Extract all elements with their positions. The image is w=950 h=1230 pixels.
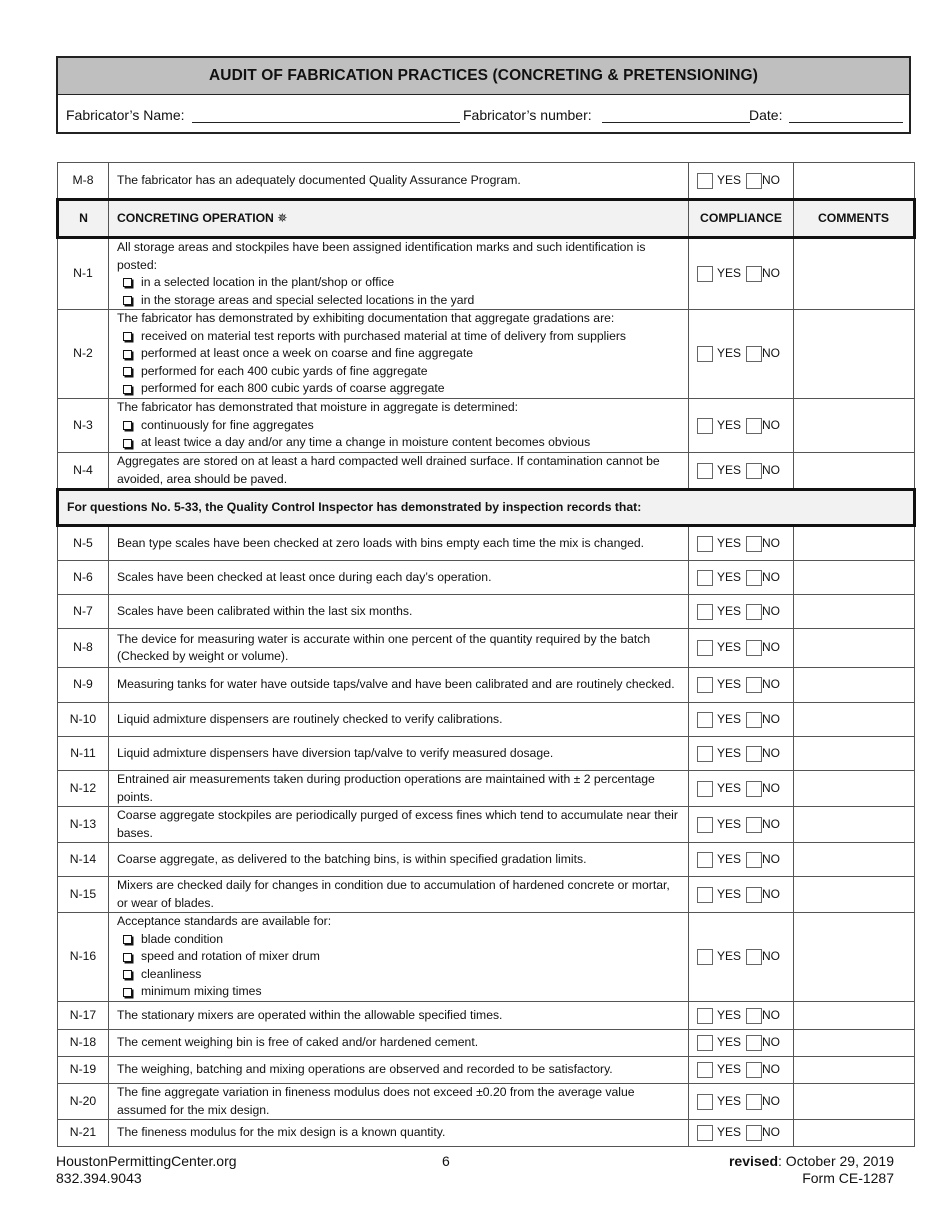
compliance-cell (689, 163, 794, 200)
no-label: NO (762, 745, 781, 760)
bullet-item (117, 363, 680, 381)
comments-cell[interactable] (794, 595, 915, 629)
compliance-cell (689, 737, 794, 771)
row-text-cell (109, 1057, 689, 1084)
bullet-item (117, 417, 680, 435)
comments-cell[interactable] (794, 737, 915, 771)
row-text-cell (109, 1084, 689, 1120)
yes-checkbox[interactable] (697, 1125, 713, 1141)
bullet-item (117, 983, 680, 1001)
compliance-cell (689, 771, 794, 807)
bullet-item (117, 345, 680, 363)
yes-checkbox[interactable] (697, 781, 713, 797)
row-id: N-2 (58, 310, 109, 399)
no-label: NO (762, 346, 781, 361)
row-id: N-21 (58, 1120, 109, 1147)
bullet-item (117, 948, 680, 966)
row-text-cell (109, 629, 689, 668)
yes-label: YES (717, 711, 742, 726)
comments-cell[interactable] (794, 1030, 915, 1057)
audit-table (56, 162, 916, 1147)
no-checkbox[interactable] (746, 887, 762, 903)
compliance-cell (689, 453, 794, 490)
row-text: Scales have been calibrated within the last six months. (117, 603, 413, 618)
footer-right (729, 1153, 894, 1187)
row-text: Entrained air measurements taken during production operations are maintained with ± 2 percentage points. (117, 772, 655, 804)
fabricator-name-field[interactable] (192, 108, 460, 123)
yes-label: YES (717, 346, 742, 361)
compliance-cell (689, 238, 794, 310)
no-label: NO (762, 535, 781, 550)
bullet-text: cleanliness (141, 966, 202, 981)
bullet-text: minimum mixing times (141, 984, 262, 999)
yes-checkbox[interactable] (697, 346, 713, 362)
checkbox-bullet-icon (123, 421, 132, 430)
table-row (58, 703, 915, 737)
yes-label: YES (717, 816, 742, 831)
no-label: NO (762, 603, 781, 618)
bullet-item (117, 966, 680, 984)
comments-cell[interactable] (794, 703, 915, 737)
no-label: NO (762, 569, 781, 584)
compliance-cell (689, 1084, 794, 1120)
table-row (58, 1057, 915, 1084)
table-row (58, 843, 915, 877)
table-row (58, 913, 915, 1002)
row-id: N-11 (58, 737, 109, 771)
comments-cell[interactable] (794, 877, 915, 913)
no-checkbox[interactable] (746, 173, 762, 189)
no-checkbox[interactable] (746, 817, 762, 833)
checkbox-bullet-icon (123, 439, 132, 448)
bullet-item (117, 292, 680, 310)
yes-label: YES (717, 462, 742, 477)
table-row (58, 668, 915, 703)
table-row (58, 595, 915, 629)
table-row (58, 1084, 915, 1120)
row-id: N-8 (58, 629, 109, 668)
compliance-cell (689, 843, 794, 877)
yes-checkbox[interactable] (697, 746, 713, 762)
yes-label: YES (717, 677, 742, 692)
row-text-cell (109, 561, 689, 595)
checkbox-bullet-icon (123, 296, 132, 305)
comments-cell[interactable] (794, 629, 915, 668)
no-checkbox[interactable] (746, 418, 762, 434)
yes-checkbox[interactable] (697, 418, 713, 434)
comments-cell[interactable] (794, 1084, 915, 1120)
compliance-cell (689, 807, 794, 843)
no-checkbox[interactable] (746, 852, 762, 868)
no-checkbox[interactable] (746, 1008, 762, 1024)
row-text-cell (109, 703, 689, 737)
yes-checkbox[interactable] (697, 640, 713, 656)
no-label: NO (762, 1007, 781, 1022)
row-text-cell (109, 595, 689, 629)
revised-label: revised (728, 1153, 779, 1169)
table-row (58, 771, 915, 807)
comments-cell[interactable] (794, 399, 915, 453)
compliance-cell (689, 595, 794, 629)
row-text-cell (109, 807, 689, 843)
no-label: NO (762, 949, 781, 964)
row-id: N-15 (58, 877, 109, 913)
no-label: NO (762, 816, 781, 831)
no-label: NO (762, 172, 781, 187)
row-text-cell (109, 310, 689, 399)
section-note: For questions No. 5-33, the Quality Control Inspector has demonstrated by inspection records that: (58, 490, 915, 526)
row-id: N-6 (58, 561, 109, 595)
revised-date: : October 29, 2019 (778, 1153, 894, 1169)
row-text-cell (109, 1120, 689, 1147)
yes-checkbox[interactable] (697, 1062, 713, 1078)
no-label: NO (762, 417, 781, 432)
row-id: N-13 (58, 807, 109, 843)
comments-cell[interactable] (794, 1002, 915, 1030)
yes-label: YES (717, 780, 742, 795)
yes-label: YES (717, 886, 742, 901)
compliance-cell (689, 310, 794, 399)
no-checkbox[interactable] (746, 746, 762, 762)
row-text: Liquid admixture dispensers have diversion tap/valve to verify measured dosage. (117, 745, 554, 760)
row-text: The weighing, batching and mixing operations are observed and recorded to be satisfactory. (117, 1062, 613, 1077)
no-label: NO (762, 677, 781, 692)
page-number: 6 (442, 1153, 450, 1169)
row-id: N-1 (58, 238, 109, 310)
row-id: N-19 (58, 1057, 109, 1084)
yes-label: YES (717, 1125, 742, 1140)
yes-checkbox[interactable] (697, 887, 713, 903)
bullet-text: performed at least once a week on coarse and fine aggregate (141, 346, 473, 361)
table-row (58, 1002, 915, 1030)
bullet-text: speed and rotation of mixer drum (141, 949, 320, 964)
form-header (56, 56, 911, 134)
bullet-text: at least twice a day and/or any time a change in moisture content becomes obvious (141, 435, 591, 450)
yes-checkbox[interactable] (697, 1035, 713, 1051)
checkbox-bullet-icon (123, 385, 132, 394)
row-text: The stationary mixers are operated within the allowable specified times. (117, 1007, 503, 1022)
comments-cell[interactable] (794, 1057, 915, 1084)
row-text: All storage areas and stockpiles have been assigned identification marks and such identification is posted: (117, 240, 646, 272)
compliance-cell (689, 703, 794, 737)
compliance-cell (689, 1002, 794, 1030)
compliance-cell (689, 1030, 794, 1057)
row-id: N-4 (58, 453, 109, 490)
row-id: N-18 (58, 1030, 109, 1057)
yes-checkbox[interactable] (697, 712, 713, 728)
bullet-item (117, 274, 680, 292)
row-text: The fabricator has an adequately documented Quality Assurance Program. (109, 163, 689, 200)
yes-label: YES (717, 172, 742, 187)
bullet-text: performed for each 800 cubic yards of coarse aggregate (141, 381, 445, 396)
compliance-cell (689, 1120, 794, 1147)
yes-checkbox[interactable] (697, 173, 713, 189)
yes-checkbox[interactable] (697, 949, 713, 965)
bullet-item (117, 434, 680, 452)
comments-cell[interactable] (794, 807, 915, 843)
col-comments-header: COMMENTS (794, 200, 915, 238)
bullet-text: received on material test reports with purchased material at time of delivery from suppliers (141, 328, 626, 343)
date-field[interactable] (789, 108, 903, 123)
row-id: N-7 (58, 595, 109, 629)
header-fields (58, 95, 909, 133)
yes-checkbox[interactable] (697, 1094, 713, 1110)
checkbox-bullet-icon (123, 988, 132, 997)
checkbox-bullet-icon (123, 935, 132, 944)
row-id: N-17 (58, 1002, 109, 1030)
row-text: The fabricator has demonstrated that moisture in aggregate is determined: (117, 400, 519, 415)
row-id: N-5 (58, 526, 109, 561)
row-text: Coarse aggregate, as delivered to the batching bins, is within specified gradation limits. (117, 851, 587, 866)
col-compliance-header: COMPLIANCE (689, 200, 794, 238)
bullet-item (117, 931, 680, 949)
row-id: N-10 (58, 703, 109, 737)
footer-phone: 832.394.9043 (56, 1170, 142, 1186)
row-text: The fabricator has demonstrated by exhibiting documentation that aggregate gradations are: (117, 311, 615, 326)
row-text-cell (109, 771, 689, 807)
row-id: N-16 (58, 913, 109, 1002)
row-text: Mixers are checked daily for changes in condition due to accumulation of hardened concrete or mortar, or wear of blades. (117, 878, 670, 910)
col-n-header: N (58, 200, 109, 238)
bullet-text: performed for each 400 cubic yards of fine aggregate (141, 363, 428, 378)
row-text-cell (109, 238, 689, 310)
compliance-cell (689, 1057, 794, 1084)
row-text-cell (109, 913, 689, 1002)
yes-checkbox[interactable] (697, 817, 713, 833)
comments-cell[interactable] (794, 163, 915, 200)
row-text-cell (109, 843, 689, 877)
yes-checkbox[interactable] (697, 266, 713, 282)
row-text-cell (109, 877, 689, 913)
row-text: Scales have been checked at least once during each day’s operation. (117, 569, 492, 584)
yes-label: YES (717, 851, 742, 866)
yes-checkbox[interactable] (697, 536, 713, 552)
no-checkbox[interactable] (746, 712, 762, 728)
row-text: Coarse aggregate stockpiles are periodically purged of excess fines which tend to accumulate near their bases. (117, 808, 678, 840)
checkbox-bullet-icon (123, 278, 132, 287)
no-checkbox[interactable] (746, 781, 762, 797)
row-text: Bean type scales have been checked at zero loads with bins empty each time the mix is changed. (117, 535, 645, 550)
row-text-cell (109, 668, 689, 703)
row-text: Acceptance standards are available for: (117, 914, 332, 929)
no-label: NO (762, 1093, 781, 1108)
checkbox-bullet-icon (123, 970, 132, 979)
yes-checkbox[interactable] (697, 570, 713, 586)
compliance-cell (689, 668, 794, 703)
bullet-text: in a selected location in the plant/shop or office (141, 275, 395, 289)
no-checkbox[interactable] (746, 640, 762, 656)
row-id: N-3 (58, 399, 109, 453)
row-text: The fine aggregate variation in fineness modulus does not exceed ±0.20 from the average value assumed for the mix design. (117, 1085, 635, 1117)
section-header-row (58, 490, 915, 526)
form-title: AUDIT OF FABRICATION PRACTICES (CONCRETING & PRETENSIONING) (58, 58, 909, 95)
no-checkbox[interactable] (746, 266, 762, 282)
compliance-cell (689, 913, 794, 1002)
no-checkbox[interactable] (746, 1035, 762, 1051)
yes-label: YES (717, 603, 742, 618)
yes-checkbox[interactable] (697, 677, 713, 693)
checkbox-bullet-icon (123, 367, 132, 376)
no-checkbox[interactable] (746, 949, 762, 965)
no-checkbox[interactable] (746, 346, 762, 362)
no-label: NO (762, 780, 781, 795)
comments-cell[interactable] (794, 913, 915, 1002)
yes-label: YES (717, 949, 742, 964)
comments-cell[interactable] (794, 526, 915, 561)
footer-website: HoustonPermittingCenter.org (56, 1153, 237, 1169)
yes-checkbox[interactable] (697, 852, 713, 868)
row-id: N-12 (58, 771, 109, 807)
yes-label: YES (717, 535, 742, 550)
table-row (58, 877, 915, 913)
no-checkbox[interactable] (746, 604, 762, 620)
row-text-cell (109, 453, 689, 490)
no-label: NO (762, 1125, 781, 1140)
comments-cell[interactable] (794, 561, 915, 595)
row-text-cell (109, 737, 689, 771)
bullet-text: continuously for fine aggregates (141, 417, 314, 432)
row-text: Measuring tanks for water have outside taps/valve and have been calibrated and are routinely checked. (117, 677, 675, 692)
compliance-cell (689, 629, 794, 668)
yes-label: YES (717, 1035, 742, 1050)
comments-cell[interactable] (794, 453, 915, 490)
table-row (58, 737, 915, 771)
yes-label: YES (717, 266, 742, 281)
row-text-cell (109, 526, 689, 561)
comments-cell[interactable] (794, 1120, 915, 1147)
no-checkbox[interactable] (746, 570, 762, 586)
compliance-cell (689, 877, 794, 913)
comments-cell[interactable] (794, 843, 915, 877)
checkbox-bullet-icon (123, 350, 132, 359)
no-label: NO (762, 1062, 781, 1077)
yes-label: YES (717, 1093, 742, 1108)
compliance-cell (689, 399, 794, 453)
row-text-cell (109, 1030, 689, 1057)
bullet-item (117, 328, 680, 346)
table-row (58, 310, 915, 399)
row-text: Aggregates are stored on at least a hard compacted well drained surface. If contamination cannot be avoided, area should be paved. (117, 454, 660, 486)
checkbox-bullet-icon (123, 332, 132, 341)
comments-cell[interactable] (794, 771, 915, 807)
row-text-cell (109, 399, 689, 453)
table-row (58, 238, 915, 310)
row-text: The cement weighing bin is free of caked and/or hardened cement. (117, 1035, 479, 1050)
no-label: NO (762, 640, 781, 655)
row-id: N-9 (58, 668, 109, 703)
column-header-row (58, 200, 915, 238)
row-id: M-8 (58, 163, 109, 200)
no-checkbox[interactable] (746, 1094, 762, 1110)
no-label: NO (762, 886, 781, 901)
yes-checkbox[interactable] (697, 604, 713, 620)
table-row (58, 1120, 915, 1147)
table-row (58, 561, 915, 595)
compliance-cell (689, 526, 794, 561)
comments-cell[interactable] (794, 310, 915, 399)
col-operation-header: CONCRETING OPERATION ✵ (109, 200, 689, 238)
bullet-item (117, 380, 680, 398)
table-row (58, 453, 915, 490)
footer-left (56, 1153, 237, 1187)
checkbox-bullet-icon (123, 953, 132, 962)
table-row (58, 1030, 915, 1057)
bullet-text: in the storage areas and special selected locations in the yard (141, 292, 475, 307)
yes-label: YES (717, 745, 742, 760)
compliance-cell (689, 561, 794, 595)
yes-checkbox[interactable] (697, 1008, 713, 1024)
no-label: NO (762, 851, 781, 866)
fabricator-number-field[interactable] (602, 108, 750, 123)
row-id: N-20 (58, 1084, 109, 1120)
no-label: NO (762, 1035, 781, 1050)
table-row (58, 629, 915, 668)
yes-label: YES (717, 1062, 742, 1077)
form-number: Form CE-1287 (802, 1170, 894, 1186)
yes-label: YES (717, 1007, 742, 1022)
yes-label: YES (717, 417, 742, 432)
row-id: N-14 (58, 843, 109, 877)
comments-cell[interactable] (794, 238, 915, 310)
table-row-m8 (58, 163, 915, 200)
table-row (58, 399, 915, 453)
no-checkbox[interactable] (746, 1125, 762, 1141)
fabricator-number-label: Fabricator’s number: (463, 107, 592, 123)
no-label: NO (762, 266, 781, 281)
row-text: Liquid admixture dispensers are routinely checked to verify calibrations. (117, 711, 503, 726)
no-label: NO (762, 711, 781, 726)
fabricator-name-label: Fabricator’s Name: (66, 107, 185, 123)
no-checkbox[interactable] (746, 677, 762, 693)
row-text: The fineness modulus for the mix design is a known quantity. (117, 1125, 446, 1140)
yes-checkbox[interactable] (697, 463, 713, 479)
no-label: NO (762, 462, 781, 477)
table-row (58, 526, 915, 561)
date-label: Date: (749, 107, 783, 123)
bullet-text: blade condition (141, 931, 223, 946)
no-checkbox[interactable] (746, 1062, 762, 1078)
row-text: The device for measuring water is accurate within one percent of the quantity required by the batch (Checked by weight or volume). (117, 631, 651, 663)
no-checkbox[interactable] (746, 463, 762, 479)
row-text-cell (109, 1002, 689, 1030)
comments-cell[interactable] (794, 668, 915, 703)
no-checkbox[interactable] (746, 536, 762, 552)
table-row (58, 807, 915, 843)
yes-label: YES (717, 569, 742, 584)
yes-label: YES (717, 640, 742, 655)
